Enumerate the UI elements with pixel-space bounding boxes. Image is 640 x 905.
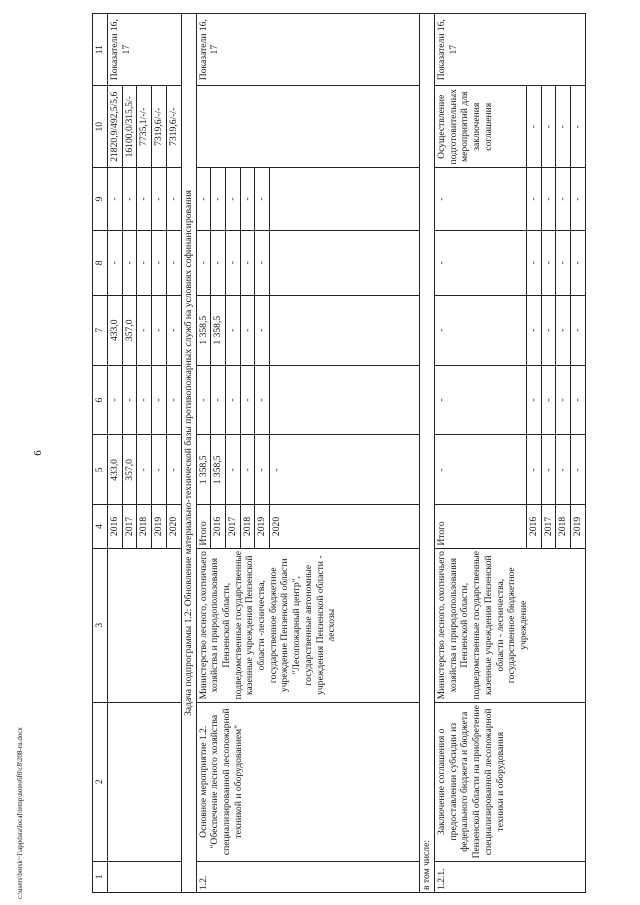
value-cell: 1 358,5	[211, 435, 226, 505]
value-cell: -	[571, 168, 586, 231]
value-cell: -	[270, 435, 420, 505]
value-cell: -	[166, 295, 181, 365]
table-row	[108, 14, 123, 893]
value-cell: -	[137, 230, 152, 295]
value-cell: -	[435, 168, 527, 231]
year-cell: 2019	[152, 505, 167, 548]
value-cell: -	[556, 435, 571, 505]
value-cell: -	[225, 168, 240, 231]
row-number: 1.2.	[196, 861, 420, 892]
value-cell: 1 358,5	[196, 435, 211, 505]
value-cell: -	[240, 365, 255, 435]
year-cell: 2016	[211, 505, 226, 548]
value-cell: -	[240, 168, 255, 231]
value-cell: 357,0	[122, 435, 137, 505]
value-cell: -	[196, 168, 211, 231]
result-cell: -	[571, 86, 586, 168]
value-cell: -	[166, 435, 181, 505]
value-cell: -	[435, 295, 527, 365]
value-cell: 433,0	[108, 295, 123, 365]
col-header: 11	[93, 14, 108, 86]
value-cell: -	[255, 168, 270, 231]
value-cell: 1 358,5	[196, 295, 211, 365]
col-header: 5	[93, 435, 108, 505]
value-cell: -	[527, 365, 542, 435]
table-row	[435, 14, 527, 893]
header-row	[93, 14, 108, 893]
year-cell: 2018	[137, 505, 152, 548]
value-cell: 357,0	[122, 295, 137, 365]
year-cell: 2016	[527, 505, 542, 548]
value-cell: 7319,6/-/-	[152, 86, 167, 168]
value-cell: -	[225, 365, 240, 435]
value-cell: -	[137, 365, 152, 435]
value-cell: -	[108, 230, 123, 295]
result-cell: -	[527, 86, 542, 168]
value-cell: -	[556, 365, 571, 435]
executor-cell: Министерство лесного, охотничьего хозяйства и природопользования Пензенской области, подведомственные государственные казенные учреждения Пензенской области - лесничества, государственное бюджетное учреждение	[435, 548, 586, 702]
program-table	[92, 13, 586, 893]
col-header: 9	[93, 168, 108, 231]
value-cell: -	[255, 295, 270, 365]
value-cell: -	[240, 435, 255, 505]
row-number: 1.2.1.	[435, 861, 586, 892]
value-cell: 21820,9/492,5/5,6	[108, 86, 123, 168]
value-cell: -	[152, 168, 167, 231]
value-cell: 7319,6/-/-	[166, 86, 181, 168]
value-cell: -	[225, 435, 240, 505]
value-cell: -	[225, 230, 240, 295]
year-cell: 2018	[556, 505, 571, 548]
value-cell: -	[211, 365, 226, 435]
footer-file-path: c:\users\borsk~1\appdata\local\temp\notes6f0\c8\208-ru.docx	[16, 727, 24, 899]
value-cell: -	[255, 230, 270, 295]
activity-name: Основное мероприятие 1.2. "Обеспечение лесного хозяйства специализированной лесопожарной техникой и оборудованием"	[196, 702, 420, 861]
value-cell: -	[571, 295, 586, 365]
value-cell: -	[211, 230, 226, 295]
year-cell: 2016	[108, 505, 123, 548]
value-cell: -	[435, 365, 527, 435]
value-cell: -	[556, 230, 571, 295]
result-cell: -	[556, 86, 571, 168]
value-cell	[270, 295, 420, 365]
page-number: 6	[32, 450, 44, 456]
value-cell: -	[166, 365, 181, 435]
value-cell: -	[152, 295, 167, 365]
value-cell: -	[255, 435, 270, 505]
value-cell: -	[137, 295, 152, 365]
value-cell: -	[152, 365, 167, 435]
value-cell: -	[571, 365, 586, 435]
value-cell: -	[152, 435, 167, 505]
indicator-cell: Показатели 16, 17	[435, 14, 586, 86]
value-cell: 1 358,5	[211, 295, 226, 365]
value-cell: -	[541, 435, 556, 505]
value-cell: -	[122, 230, 137, 295]
col-header: 2	[93, 702, 108, 861]
col-header: 8	[93, 230, 108, 295]
year-cell: 2019	[571, 505, 586, 548]
value-cell: -	[122, 168, 137, 231]
col-header: 7	[93, 295, 108, 365]
value-cell: -	[108, 365, 123, 435]
indicator-cell: Показатели 16, 17	[108, 14, 182, 86]
executor-cell: Министерство лесного, охотничьего хозяйства и природопользования Пензенской области, подведомственные государственные казенные учреждения Пензенской области -лесничества, государственное бюджетное учреждение Пензенской области "Лесопожарный центр", государственные автономные учреждения Пензенской области - лесхозы	[196, 548, 420, 702]
value-cell	[270, 230, 420, 295]
value-cell: -	[556, 295, 571, 365]
value-cell	[270, 365, 420, 435]
col-header: 10	[93, 86, 108, 168]
value-cell: -	[541, 365, 556, 435]
value-cell: -	[435, 435, 527, 505]
value-cell: 16100,0/315,5/-	[122, 86, 137, 168]
col-header: 1	[93, 861, 108, 892]
value-cell: -	[571, 230, 586, 295]
value-cell: 7735,1/-/-	[137, 86, 152, 168]
value-cell: -	[527, 168, 542, 231]
value-cell: -	[225, 295, 240, 365]
landscape-page	[80, 0, 621, 905]
value-cell: -	[541, 295, 556, 365]
activity-name: Заключение соглашения о предоставлении субсидии из федерального бюджета и бюджета Пензенской области на приобретение специализированной лесопожарной техники и оборудования	[435, 702, 586, 861]
year-cell: 2019	[255, 505, 270, 548]
indicator-cell: Показатели 16, 17	[196, 14, 420, 86]
value-cell	[270, 168, 420, 231]
including-label: в том числе:	[420, 14, 435, 893]
section-row	[420, 14, 435, 893]
value-cell: -	[541, 230, 556, 295]
value-cell: -	[166, 230, 181, 295]
col-header: 4	[93, 505, 108, 548]
rotated-page	[80, 0, 621, 905]
value-cell: -	[255, 365, 270, 435]
value-cell: -	[541, 168, 556, 231]
task-header: Задача подпрограммы 1.2: Обновление материально-технической базы противопожарных служб на условиях софинансирования	[181, 14, 196, 893]
col-header: 3	[93, 548, 108, 702]
value-cell: -	[556, 168, 571, 231]
value-cell: -	[211, 168, 226, 231]
year-cell: 2020	[270, 505, 420, 548]
value-cell: -	[122, 365, 137, 435]
col-header: 6	[93, 365, 108, 435]
table-row	[196, 14, 211, 893]
year-cell: 2020	[166, 505, 181, 548]
value-cell: -	[166, 168, 181, 231]
value-cell: -	[108, 168, 123, 231]
year-cell: 2017	[225, 505, 240, 548]
section-row	[181, 14, 196, 893]
value-cell: -	[527, 435, 542, 505]
value-cell: -	[196, 230, 211, 295]
value-cell: -	[137, 168, 152, 231]
year-cell: Итого	[196, 505, 211, 548]
value-cell: -	[527, 230, 542, 295]
result-cell: -	[541, 86, 556, 168]
value-cell: -	[571, 435, 586, 505]
value-cell: -	[137, 435, 152, 505]
result-cell: Осуществление подготовительных мероприятий для заключения соглашения	[435, 86, 527, 168]
value-cell: -	[152, 230, 167, 295]
value-cell: -	[196, 365, 211, 435]
year-cell: 2017	[122, 505, 137, 548]
year-cell: 2018	[240, 505, 255, 548]
year-cell: 2017	[541, 505, 556, 548]
value-cell: 433,0	[108, 435, 123, 505]
year-cell: Итого	[435, 505, 527, 548]
value-cell: -	[435, 230, 527, 295]
value-cell: -	[527, 295, 542, 365]
value-cell: -	[240, 295, 255, 365]
value-cell: -	[240, 230, 255, 295]
